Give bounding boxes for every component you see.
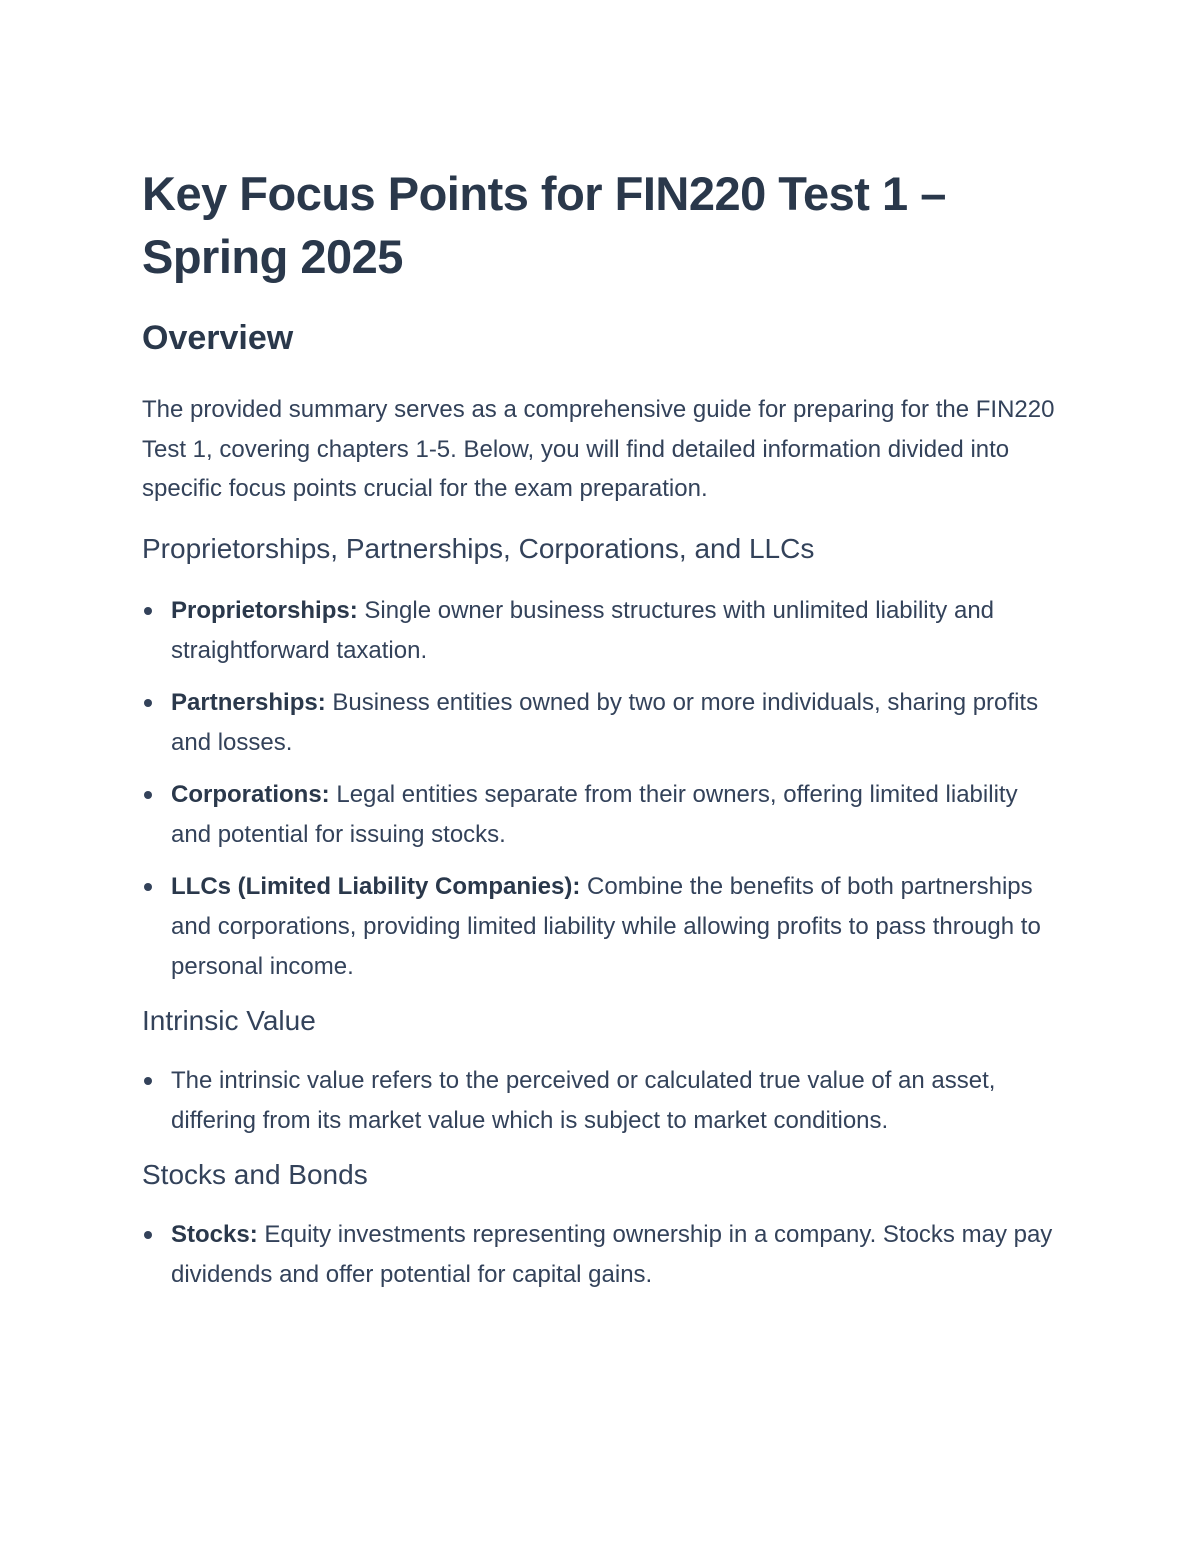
list-item <box>142 1061 1062 1141</box>
bullet-icon <box>144 607 152 615</box>
list-item-term: Partnerships: <box>171 688 326 716</box>
list-item-text: Single owner business structures with unlimited liability and straightforward taxation. <box>171 596 995 664</box>
list-item-text: Equity investments representing ownership in a company. Stocks may pay dividends and offer potential for capital gains. <box>171 1220 1053 1288</box>
list-item <box>142 867 1062 987</box>
list-item <box>142 591 1062 671</box>
intrinsic-value-list <box>142 1061 1062 1141</box>
bullet-icon <box>144 883 152 891</box>
list-item-text: Business entities owned by two or more individuals, sharing profits and losses. <box>171 688 1039 756</box>
bullet-icon <box>144 1077 152 1085</box>
section-heading-stocks-and-bonds: Stocks and Bonds <box>142 1158 368 1190</box>
business-structures-list <box>142 591 1062 987</box>
bullet-icon <box>144 699 152 707</box>
list-item <box>142 1215 1062 1295</box>
list-item <box>142 683 1062 763</box>
list-item-text: The intrinsic value refers to the perceived or calculated true value of an asset, differing from its market value which is subject to market conditions. <box>171 1066 996 1134</box>
list-item-term: Corporations: <box>171 780 330 808</box>
list-item-term: Proprietorships: <box>171 596 358 624</box>
overview-heading: Overview <box>142 319 294 357</box>
stocks-and-bonds-list <box>142 1215 1062 1295</box>
section-heading-business-structures: Proprietorships, Partnerships, Corporations, and LLCs <box>142 532 815 564</box>
list-item <box>142 775 1062 855</box>
list-item-text: Legal entities separate from their owners, offering limited liability and potential for issuing stocks. <box>171 780 1018 848</box>
section-heading-intrinsic-value: Intrinsic Value <box>142 1004 316 1036</box>
overview-paragraph: The provided summary serves as a comprehensive guide for preparing for the FIN220 Test 1, covering chapters 1-5. Below, you will find detailed information divided into specific focus points crucial for the exam preparation. <box>142 396 1055 502</box>
list-item-text: Combine the benefits of both partnerships and corporations, providing limited liability while allowing profits to pass through to personal income. <box>171 872 1041 980</box>
list-item-term: Stocks: <box>171 1220 258 1248</box>
bullet-icon <box>144 791 152 799</box>
document-page <box>142 162 1062 1307</box>
bullet-icon <box>144 1231 152 1239</box>
document-title: Key Focus Points for FIN220 Test 1 – Spring 2025 <box>142 167 946 283</box>
list-item-term: LLCs (Limited Liability Companies): <box>171 872 581 900</box>
